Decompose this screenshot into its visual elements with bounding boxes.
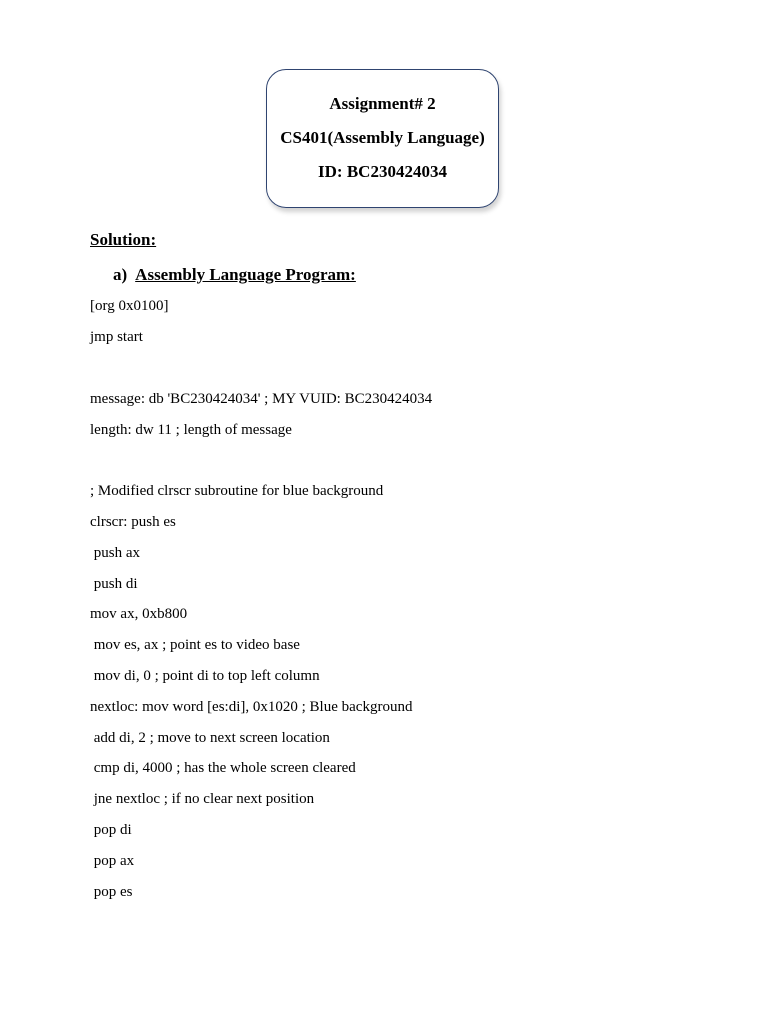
code-line: nextloc: mov word [es:di], 0x1020 ; Blue background (90, 699, 413, 715)
code-line: [org 0x0100] (90, 298, 169, 314)
code-line: add di, 2 ; move to next screen location (90, 730, 330, 746)
code-line: ; Modified clrscr subroutine for blue background (90, 483, 384, 499)
code-line: clrscr: push es (90, 514, 176, 530)
code-line: push ax (90, 545, 140, 561)
code-line: message: db 'BC230424034' ; MY VUID: BC230424034 (90, 391, 433, 407)
code-line: jmp start (90, 329, 143, 345)
code-line: mov es, ax ; point es to video base (90, 637, 300, 653)
student-id: ID: BC230424034 (318, 162, 447, 181)
program-subheading (113, 265, 356, 285)
list-marker: a) (113, 265, 128, 284)
code-line: pop es (90, 884, 133, 900)
assignment-title: Assignment# 2 (329, 94, 436, 113)
course-title: CS401(Assembly Language) (280, 128, 485, 147)
code-line: jne nextloc ; if no clear next position (90, 791, 315, 807)
code-line: pop ax (90, 853, 135, 869)
subheading-text: Assembly Language Program: (135, 265, 356, 284)
code-line: pop di (90, 822, 132, 838)
code-line: mov di, 0 ; point di to top left column (90, 668, 320, 684)
code-line: mov ax, 0xb800 (90, 606, 188, 622)
code-line: cmp di, 4000 ; has the whole screen cleared (90, 760, 356, 776)
solution-heading: Solution: (90, 230, 157, 249)
title-box (266, 69, 499, 208)
code-line: push di (90, 576, 138, 592)
code-line: length: dw 11 ; length of message (90, 422, 292, 438)
